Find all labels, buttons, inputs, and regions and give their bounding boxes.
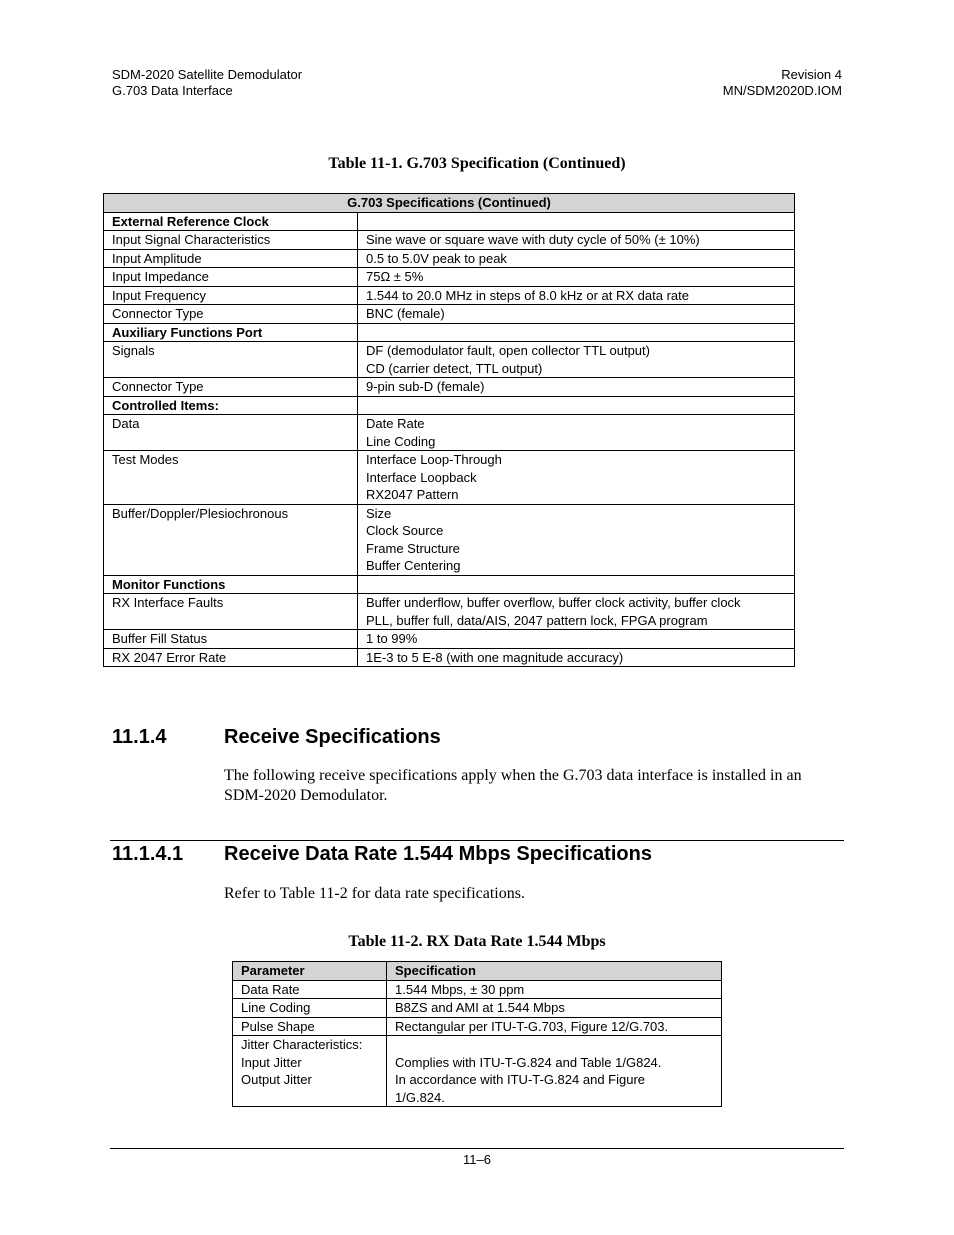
cell-line: Date Rate xyxy=(366,416,425,431)
table-row xyxy=(104,575,795,594)
table1-body xyxy=(104,212,795,667)
row-value xyxy=(358,575,795,594)
table-row xyxy=(233,1017,722,1036)
cell-line: Sine wave or square wave with duty cycle of 50% (± 10%) xyxy=(366,232,700,247)
row-label: Monitor Functions xyxy=(104,575,358,594)
row-label: External Reference Clock xyxy=(104,212,358,231)
row-value xyxy=(358,286,795,305)
cell-line: 75Ω ± 5% xyxy=(366,269,424,284)
row-value xyxy=(358,396,795,415)
cell-line: BNC (female) xyxy=(366,306,445,321)
row-value xyxy=(358,305,795,324)
table-row xyxy=(104,305,795,324)
specification-cell xyxy=(387,980,722,999)
running-header-left xyxy=(112,67,302,99)
cell-line: Line Coding xyxy=(241,1000,311,1015)
specification-cell xyxy=(387,999,722,1018)
header-section: G.703 Data Interface xyxy=(112,83,233,98)
table1-caption: Table 11-1. G.703 Specification (Continued) xyxy=(328,155,626,172)
footer-rule xyxy=(110,1148,844,1149)
cell-line: Jitter Characteristics: xyxy=(241,1037,363,1052)
cell-line: Frame Structure xyxy=(366,540,460,556)
table-row xyxy=(233,1036,722,1107)
row-label: Connector Type xyxy=(104,305,358,324)
cell-line: Data Rate xyxy=(241,981,300,997)
table2-caption: Table 11-2. RX Data Rate 1.544 Mbps xyxy=(348,933,606,950)
row-label: Auxiliary Functions Port xyxy=(104,323,358,342)
row-value xyxy=(358,212,795,231)
cell-line: 1E-3 to 5 E-8 (with one magnitude accuracy) xyxy=(366,649,624,665)
cell-line: Clock Source xyxy=(366,523,444,538)
row-label: Input Frequency xyxy=(104,286,358,305)
col-header-specification: Specification xyxy=(387,962,722,981)
row-label: Connector Type xyxy=(104,378,358,397)
table-row xyxy=(104,268,795,287)
cell-line: RX2047 Pattern xyxy=(366,487,459,502)
row-value xyxy=(358,323,795,342)
row-value xyxy=(358,504,795,575)
cell-line: In accordance with ITU-T-G.824 and Figure xyxy=(395,1072,646,1087)
row-value xyxy=(358,378,795,397)
specification-cell xyxy=(387,1017,722,1036)
row-value xyxy=(358,342,795,378)
cell-line: CD (carrier detect, TTL output) xyxy=(366,360,543,376)
row-label: Signals xyxy=(104,342,358,378)
row-value xyxy=(358,630,795,649)
specification-cell xyxy=(387,1036,722,1107)
table-row xyxy=(104,286,795,305)
table-row xyxy=(104,212,795,231)
cell-line: Buffer underflow, buffer overflow, buffer clock activity, buffer clock xyxy=(366,595,741,610)
row-label: Test Modes xyxy=(104,451,358,505)
parameter-cell xyxy=(233,999,387,1018)
cell-line: 1/G.824. xyxy=(395,1089,445,1105)
cell-line: Interface Loopback xyxy=(366,469,477,485)
row-value xyxy=(358,594,795,630)
data-rate-paragraph: Refer to Table 11-2 for data rate specifications. xyxy=(224,885,525,902)
table-row xyxy=(104,342,795,378)
cell-line: Complies with ITU-T-G.824 and Table 1/G824. xyxy=(395,1054,662,1070)
parameter-cell xyxy=(233,980,387,999)
table-row xyxy=(104,594,795,630)
cell-line: 1 to 99% xyxy=(366,631,418,646)
receive-spec-paragraph: The following receive specifications apply when the G.703 data interface is installed in an SDM-2020 Demodulator. xyxy=(224,767,802,804)
row-label: Buffer/Doppler/Plesiochronous xyxy=(104,504,358,575)
table-row xyxy=(104,249,795,268)
parameter-cell xyxy=(233,1036,387,1107)
section-title: Receive Specifications xyxy=(224,726,441,748)
table-row xyxy=(233,999,722,1018)
table-row xyxy=(104,630,795,649)
rx-data-rate-table xyxy=(232,961,722,1107)
cell-line: Size xyxy=(366,505,392,521)
cell-line: Interface Loop-Through xyxy=(366,452,502,467)
page-number: 11–6 xyxy=(463,1152,491,1167)
cell-line: Output Jitter xyxy=(241,1072,312,1087)
header-product: SDM-2020 Satellite Demodulator xyxy=(112,67,303,82)
row-value xyxy=(358,231,795,250)
section-title: Receive Data Rate 1.544 Mbps Specifications xyxy=(224,843,652,865)
table-row xyxy=(104,323,795,342)
running-header-right xyxy=(723,67,842,99)
row-label: Controlled Items: xyxy=(104,396,358,415)
row-value xyxy=(358,451,795,505)
cell-line: B8ZS and AMI at 1.544 Mbps xyxy=(395,1000,565,1015)
parameter-cell xyxy=(233,1017,387,1036)
row-label: Input Signal Characteristics xyxy=(104,231,358,250)
row-value xyxy=(358,249,795,268)
row-label: RX Interface Faults xyxy=(104,594,358,630)
row-label: Input Amplitude xyxy=(104,249,358,268)
table-row xyxy=(233,980,722,999)
cell-line: Pulse Shape xyxy=(241,1018,315,1034)
cell-line: PLL, buffer full, data/AIS, 2047 pattern lock, FPGA program xyxy=(366,612,708,628)
table-row xyxy=(104,451,795,505)
row-label: Buffer Fill Status xyxy=(104,630,358,649)
row-label: RX 2047 Error Rate xyxy=(104,648,358,667)
table-row xyxy=(104,648,795,667)
cell-line: Buffer Centering xyxy=(366,558,461,573)
table-row xyxy=(104,231,795,250)
cell-line xyxy=(395,1036,713,1054)
cell-line: Line Coding xyxy=(366,433,436,449)
cell-line: Input Jitter xyxy=(241,1054,302,1070)
g703-spec-table xyxy=(103,193,795,667)
row-value xyxy=(358,648,795,667)
row-label: Input Impedance xyxy=(104,268,358,287)
cell-line: DF (demodulator fault, open collector TTL output) xyxy=(366,343,650,358)
table-row xyxy=(104,396,795,415)
section-divider xyxy=(110,840,844,841)
table-row xyxy=(104,504,795,575)
cell-line: 9-pin sub-D (female) xyxy=(366,379,485,394)
section-number: 11.1.4.1 xyxy=(112,843,184,865)
header-doc-id: MN/SDM2020D.IOM xyxy=(722,83,842,98)
table-row xyxy=(104,415,795,451)
section-number: 11.1.4 xyxy=(112,726,167,748)
col-header-parameter: Parameter xyxy=(233,962,387,981)
cell-line: 1.544 to 20.0 MHz in steps of 8.0 kHz or at RX data rate xyxy=(366,287,690,303)
table2-body xyxy=(233,980,722,1107)
header-revision: Revision 4 xyxy=(781,67,842,82)
table1-header: G.703 Specifications (Continued) xyxy=(104,194,795,213)
cell-line: 0.5 to 5.0V peak to peak xyxy=(366,250,507,266)
table-row xyxy=(104,378,795,397)
row-value xyxy=(358,415,795,451)
row-label: Data xyxy=(104,415,358,451)
cell-line: Rectangular per ITU-T-G.703, Figure 12/G.703. xyxy=(395,1018,669,1034)
cell-line: 1.544 Mbps, ± 30 ppm xyxy=(395,981,525,997)
row-value xyxy=(358,268,795,287)
